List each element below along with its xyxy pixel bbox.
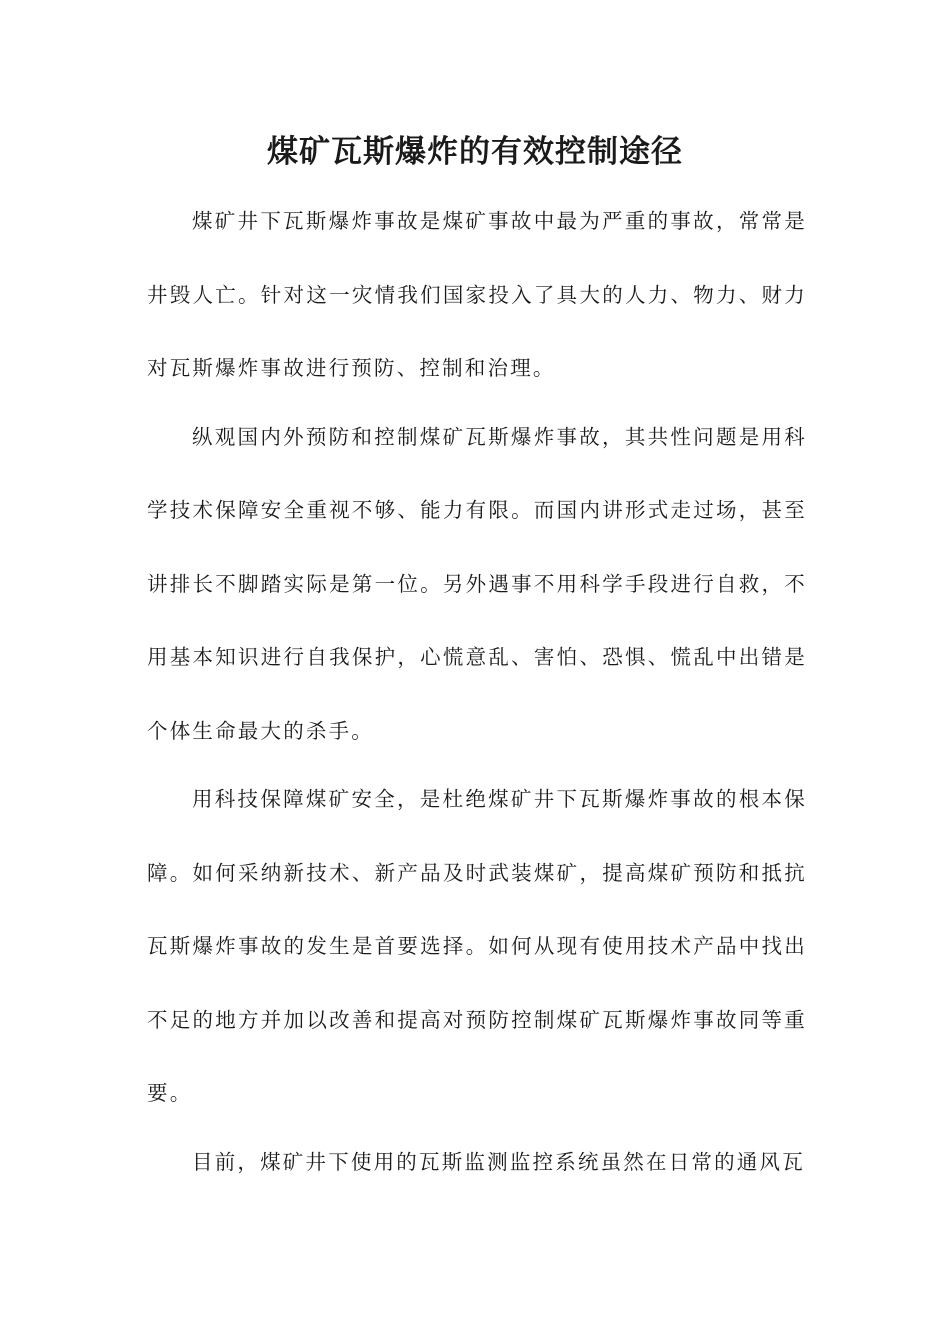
- paragraph-1: 煤矿井下瓦斯爆炸事故是煤矿事故中最为严重的事故，常常是井毁人亡。针对这一灾情我们国家投入了具大的人力、物力、财力对瓦斯爆炸事故进行预防、控制和治理。: [147, 209, 807, 380]
- paragraph-4: 目前，煤矿井下使用的瓦斯监测监控系统虽然在日常的通风瓦: [192, 1149, 805, 1174]
- paragraph-2: 纵观国内外预防和控制煤矿瓦斯爆炸事故，其共性问题是用科学技术保障安全重视不够、能力有限。而国内讲形式走过场，甚至讲排长不脚踏实际是第一位。另外遇事不用科学手段进行自救，不用基本知识进行自我保护，心慌意乱、害怕、恐惧、慌乱中出错是个体生命最大的杀手。: [147, 424, 807, 743]
- document-body: [147, 185, 807, 1199]
- document-title: 煤矿瓦斯爆炸的有效控制途径: [267, 134, 683, 170]
- paragraph-3: 用科技保障煤矿安全，是杜绝煤矿井下瓦斯爆炸事故的根本保障。如何采纳新技术、新产品及时武装煤矿，提高煤矿预防和抵抗瓦斯爆炸事故的发生是首要选择。如何从现有使用技术产品中找出不足的地方并加以改善和提高对预防控制煤矿瓦斯爆炸事故同等重要。: [147, 787, 807, 1105]
